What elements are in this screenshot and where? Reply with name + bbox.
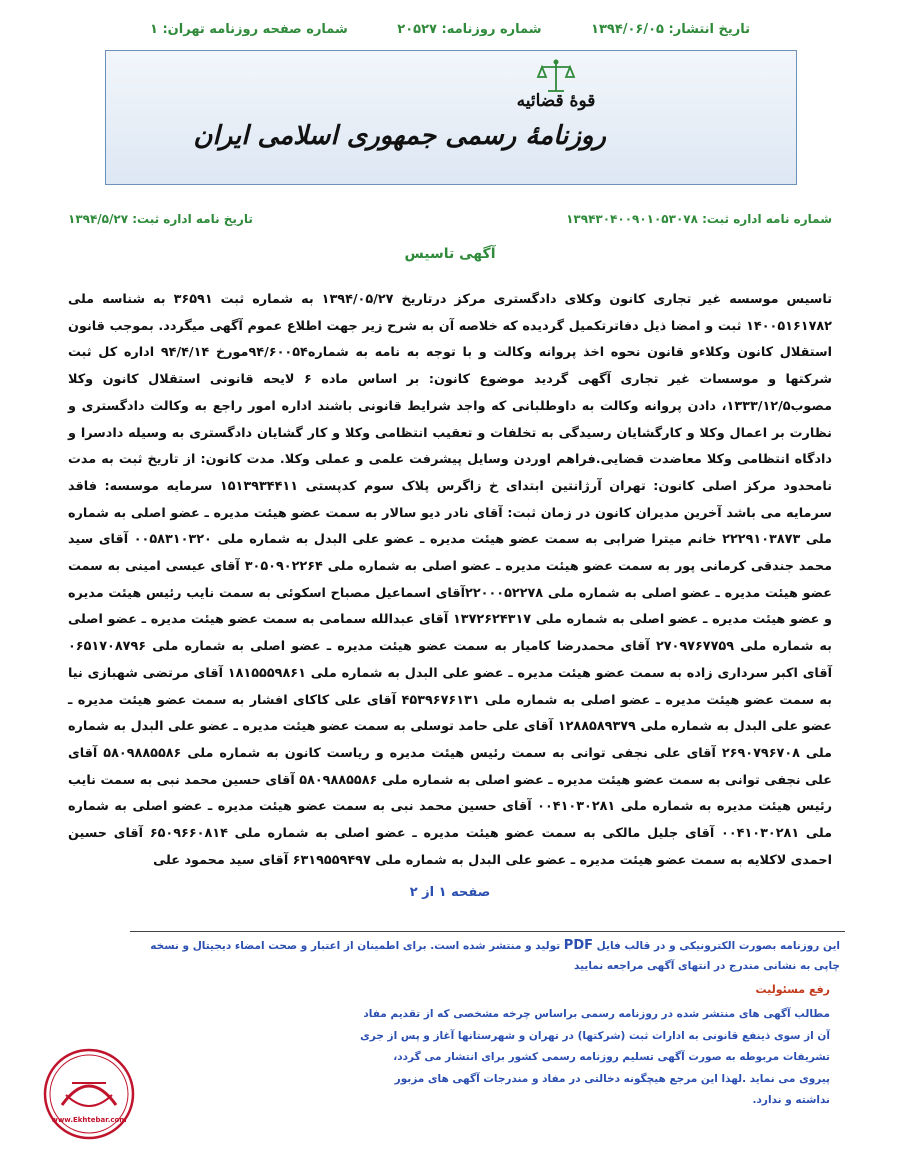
- notice-body: تاسیس موسسه غیر تجاری کانون وکلای دادگستری مرکز درتاریخ ۱۳۹۴/۰۵/۲۷ به شماره ثبت ۳۶۵۹۱ به شناسه ملی ۱۴۰۰۵۱۶۱۷۸۲ ثبت و امضا ذیل دفاترتکمیل گردیده که خلاصه آن به شرح زیر جهت اطلاع عموم آگهی میگردد. بموجب قانون استقلال کانون وکلاءو قانون نحوه اخذ پروانه وکالت و با توجه به نامه به شماره۹۴/۶۰۰۵۴مورخ ۹۴/۴/۱۴ اداره کل ثبت شرکتها و موسسات غیر تجاری آگهی گردید موضوع کانون: بر اساس ماده ۶ لایحه قانونی استقلال کانون وکلا مصوب۱۳۳۳/۱۲/۵، دادن پروانه وکالت به داوطلبانی که واجد شرایط قانونی باشند اداره امور راجع به وکالت دادگستری و نظارت بر اعمال وکلا و کارگشایان رسیدگی به تخلفات و تعقیب انتظامی وکلا و کار گشایان دادگستری به وسیله دادسرا و دادگاه انتظامی وکلا معاضدت قضایی.فراهم اوردن وسایل پیشرفت علمی و عملی وکلا. مدت کانون: از تاریخ ثبت به مدت نامحدود مرکز اصلی کانون: تهران آرژانتین ابتدای خ زاگرس پلاک سوم کدپستی ۱۵۱۳۹۳۴۴۱۱ سرمایه موسسه: فاقد سرمایه می باشد آخرین مدیران کانون در زمان ثبت: آقای نادر دیو سالار به سمت عضو هیئت مدیره ـ عضو اصلی به شماره ملی ۲۲۲۹۱۰۳۸۷۳ خانم میترا ضرابی به سمت عضو هیئت مدیره ـ عضو علی البدل به شماره ملی ۰۰۵۸۳۱۰۳۲۰ آقای سید محمد جندقی کرمانی پور به سمت عضو هیئت مدیره ـ عضو اصلی به شماره ملی ۳۰۵۰۹۰۲۲۶۴ آقای عیسی امینی به سمت عضو هیئت مدیره ـ عضو اصلی به شماره ملی ۲۲۰۰۰۵۲۲۷۸آقای اسماعیل مصباح اسکوئی به سمت نایب رئیس هیئت مدیره و عضو هیئت مدیره ـ عضو اصلی به شماره ملی ۱۳۷۲۶۲۴۳۱۷ آقای عبدالله سمامی به سمت عضو هیئت مدیره ـ عضو اصلی به شماره ملی ۲۷۰۹۷۶۷۷۵۹ آقای محمدرضا کامیار به سمت عضو هیئت مدیره ـ عضو اصلی به شماره ملی ۰۶۵۱۷۰۸۷۹۶ آقای اکبر سرداری زاده به سمت عضو هیئت مدیره ـ عضو علی البدل به شماره ملی ۱۸۱۵۵۵۹۸۶۱ آقای مرتضی شهبازی نیا به سمت عضو هیئت مدیره ـ عضو اصلی به شماره ملی ۴۵۳۹۶۷۶۱۳۱ آقای علی کاکای افشار به سمت عضو هیئت مدیره ـ عضو علی البدل به شماره ملی ۱۲۸۸۵۸۹۳۷۹ آقای علی حامد توسلی به سمت عضو هیئت مدیره ـ عضو علی البدل به شماره ملی ۲۶۹۰۷۹۶۷۰۸ آقای علی نجفی توانی به سمت رئیس هیئت مدیره و ریاست کانون به شماره ملی ۵۸۰۹۸۸۵۵۸۶ آقای علی نجفی توانی به سمت عضو هیئت مدیره ـ عضو اصلی به شماره ملی ۵۸۰۹۸۸۵۵۸۶ آقای حسین محمد نبی به سمت نایب رئیس هیئت مدیره به شماره ملی ۰۰۴۱۰۳۰۲۸۱ آقای حسین محمد نبی به سمت عضو هیئت مدیره ـ عضو اصلی به شماره ملی ۰۰۴۱۰۳۰۲۸۱ آقای جلیل مالکی به سمت عضو هیئت مدیره ـ عضو اصلی به شماره ملی ۶۵۰۹۶۶۰۸۱۴ آقای حسین احمدی لاکلایه به سمت عضو هیئت مدیره ـ عضو علی البدل به شماره ملی ۶۳۱۹۵۵۹۴۹۷ آقای سید محمود علی: [68, 292, 833, 868]
- notice-title: آگهی تاسیس: [404, 246, 496, 262]
- gazette-title: روزنامهٔ رسمی جمهوری اسلامی ایران: [193, 121, 606, 151]
- stamp-url: www.Ekhtebar.com: [51, 1116, 127, 1124]
- letter-date: تاریخ نامه اداره ثبت: ۱۳۹۴/۵/۲۷: [68, 212, 253, 226]
- footer-divider: [130, 931, 845, 932]
- page-indicator: صفحه ۱ از ۲: [409, 885, 491, 900]
- judiciary-label: قوهٔ قضائیه: [516, 91, 596, 111]
- disclaimer-title: رفع مسئولیت: [755, 983, 830, 996]
- footer-notice-suffix: تولید و منتشر شده است. برای اطمینان از اعتبار و صحت امضاء دیجیتال و نسخه چاپی به نشانی مندرج در انتهای آگهی مراجعه نمایید: [150, 940, 840, 972]
- gazette-number: شماره روزنامه: ۲۰۵۲۷: [397, 22, 542, 37]
- publish-date: تاریخ انتشار: ۱۳۹۴/۰۶/۰۵: [591, 22, 750, 37]
- ekhtebar-stamp-icon: [42, 1047, 136, 1141]
- footer-notice: [140, 936, 840, 976]
- gazette-header: [150, 22, 750, 46]
- registration-meta: [68, 212, 832, 232]
- footer-notice-prefix: این روزنامه بصورت الکترونیکی و در قالب فایل: [596, 940, 840, 952]
- letter-number: شماره نامه اداره ثبت: ۱۳۹۴۳۰۴۰۰۹۰۱۰۵۳۰۷۸: [566, 212, 832, 226]
- gazette-banner: [105, 50, 797, 185]
- gazette-page-number: شماره صفحه روزنامه تهران: ۱: [150, 22, 348, 37]
- disclaimer-text: مطالب آگهی های منتشر شده در روزنامه رسمی براساس چرخه مشخصی که از تقدیم مفاد آن از سوی ذینفع قانونی به ادارات ثبت (شرکتها) در تهران و شهرستانها آغاز و پس از جری تشریفات مربوطه به صورت آگهی تسلیم روزنامه رسمی کشور برای انتشار می گردد، پیروی می نماید .لهذا این مرجع هیچگونه دخالتی در مفاد و مندرجات آگهی های مزبور نداشته و ندارد.: [360, 1008, 830, 1106]
- pdf-label: PDF: [563, 938, 593, 953]
